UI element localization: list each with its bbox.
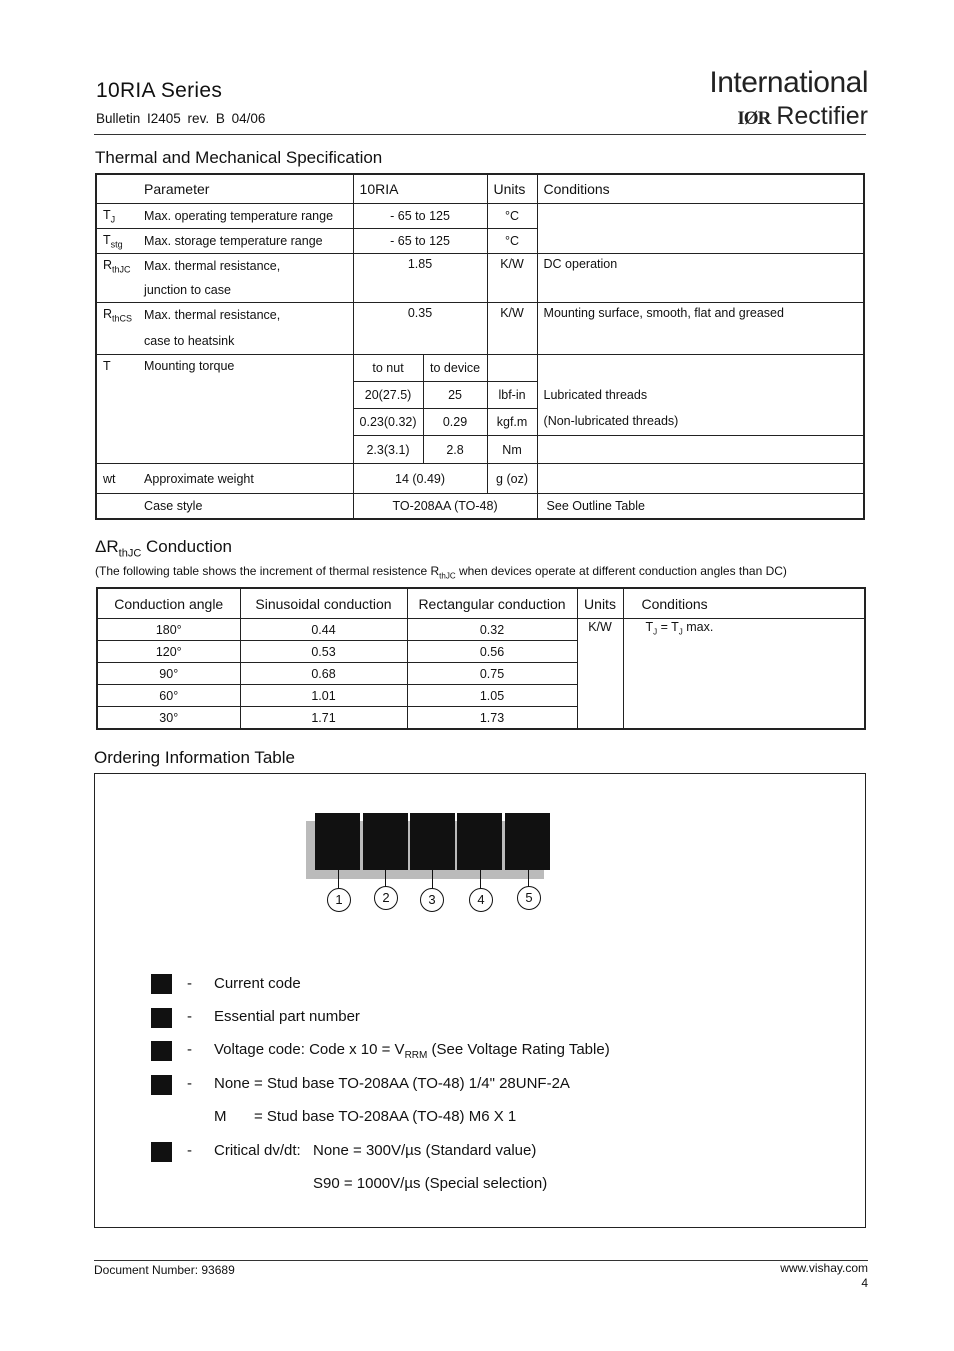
legend-voltage-code: Voltage code: Code x $10 = V_{RRM}$ (See Voltage Rating Table): [214, 1041, 610, 1061]
unit-weight: g (oz): [487, 464, 537, 494]
col-symbol: [96, 174, 138, 204]
sin-cell: 0.53: [240, 641, 407, 663]
table-row: [96, 254, 864, 279]
code-box-5: [505, 813, 550, 870]
conduction-table: [96, 587, 866, 730]
angle-cell: 30°: [97, 707, 240, 730]
website-link[interactable]: www.vishay.com: [780, 1261, 868, 1275]
cond-rthjc: DC operation: [537, 254, 864, 303]
torque-unit: kgf.m: [487, 409, 537, 436]
col-units: Units: [487, 174, 537, 204]
torque-dev: 25: [423, 382, 487, 409]
col-parameter: Parameter: [138, 174, 353, 204]
legend-current-code: Current code: [214, 975, 301, 992]
legend-marker-3: [151, 1041, 172, 1061]
table-header-row: [96, 174, 864, 204]
legend-dvdt-none: None = 300V/µs (Standard value): [313, 1142, 537, 1159]
callout-5: 5: [517, 886, 541, 910]
conduction-section-title: $\Delta R_{thJC}$ Conduction: [95, 537, 232, 560]
param-torque: Mounting torque: [138, 355, 353, 464]
param-weight: Approximate weight: [138, 464, 353, 494]
param-rthcs: Max. thermal resistance,: [138, 303, 353, 328]
symbol-rthjc: $R_{thJC}$: [96, 254, 138, 279]
code-box-1: [315, 813, 360, 870]
table-header-row: [97, 588, 865, 619]
col-conditions: Conditions: [537, 174, 864, 204]
ior-logo-mark: IØR: [737, 108, 771, 129]
code-box-2: [363, 813, 408, 870]
legend-dvdt-label: Critical dv/dt:: [214, 1142, 301, 1159]
angle-cell: 180°: [97, 619, 240, 641]
col-10ria: 10RIA: [353, 174, 487, 204]
col-conditions: Conditions: [623, 588, 865, 619]
leader-line-1: [338, 870, 339, 888]
col-angle: Conduction angle: [97, 588, 240, 619]
value-case: TO-208AA (TO-48): [353, 494, 537, 520]
ordering-section-title: Ordering Information Table: [94, 748, 295, 767]
torque-dev: 0.29: [423, 409, 487, 436]
leader-line-3: [432, 870, 433, 888]
sin-cell: 0.68: [240, 663, 407, 685]
cond-lubricated: Lubricated threads: [543, 388, 648, 402]
legend-stud-base-m-code: M: [214, 1108, 227, 1125]
torque-col-device: to device: [423, 355, 487, 382]
callout-4: 4: [469, 888, 493, 912]
symbol-tstg: $T_{stg}$: [96, 229, 138, 254]
series-title: 10RIA Series: [96, 79, 223, 102]
col-units: Units: [577, 588, 623, 619]
torque-nut: 20(27.5): [353, 382, 423, 409]
logo-international: International: [709, 66, 868, 99]
legend-stud-base-m: = Stud base TO-208AA (TO-48) M6 X 1: [254, 1108, 517, 1125]
cond-case: See Outline Table: [537, 494, 864, 520]
symbol-rthcs: $R_{thCS}$: [96, 303, 138, 328]
thermal-spec-table: [95, 173, 865, 520]
rect-cell: 0.75: [407, 663, 577, 685]
callout-1: 1: [327, 888, 351, 912]
legend-marker-4: [151, 1075, 172, 1095]
angle-cell: 90°: [97, 663, 240, 685]
header-rule: [94, 134, 866, 135]
rect-cell: 0.32: [407, 619, 577, 641]
logo-rectifier: [737, 102, 868, 131]
table-row: [96, 303, 864, 328]
param-case: Case style: [138, 494, 353, 520]
document-number: Document Number: 93689: [94, 1263, 235, 1277]
cond-non-lubricated: (Non-lubricated threads): [543, 414, 679, 428]
value-rthjc: 1.85: [353, 254, 487, 303]
table-row: [96, 355, 864, 382]
value-weight: 14 (0.49): [353, 464, 487, 494]
conduction-note: (The following table shows the increment of thermal resistence $R_{thJC}$ when devices operate at different conduction angles than DC): [95, 564, 787, 581]
callout-2: 2: [374, 886, 398, 910]
cond-temp: [537, 204, 864, 254]
table-row: [97, 619, 865, 641]
legend-marker-1: [151, 974, 172, 994]
table-row: [96, 494, 864, 520]
unit-rthjc: K/W: [487, 254, 537, 303]
angle-cell: 60°: [97, 685, 240, 707]
footer-rule: [94, 1260, 868, 1261]
cond-rthcs: Mounting surface, smooth, flat and greased: [537, 303, 864, 355]
legend-stud-base-none: None = Stud base TO-208AA (TO-48) 1/4" 28UNF-2A: [214, 1075, 570, 1092]
cond-torque-nm: [537, 436, 864, 464]
leader-line-2: [385, 870, 386, 887]
conditions-cell: $T_J = T_J$ max.: [623, 619, 865, 730]
page-number: 4: [861, 1276, 868, 1290]
legend-dash: -: [187, 1041, 192, 1058]
legend-dash: -: [187, 1075, 192, 1092]
symbol-torque: T: [96, 355, 138, 464]
col-sinusoidal: Sinusoidal conduction: [240, 588, 407, 619]
legend-dash: -: [187, 1142, 192, 1159]
rect-cell: 1.05: [407, 685, 577, 707]
legend-dash: -: [187, 975, 192, 992]
symbol-tj: $T_J$: [96, 204, 138, 229]
angle-cell: 120°: [97, 641, 240, 663]
torque-nut: 2.3(3.1): [353, 436, 423, 464]
bulletin-line: Bulletin I2405 rev. B 04/06: [96, 111, 266, 126]
torque-unit: Nm: [487, 436, 537, 464]
param-rthcs-2: case to heatsink: [138, 327, 353, 355]
param-rthjc-2: junction to case: [138, 278, 353, 303]
leader-line-4: [480, 870, 481, 888]
sin-cell: 0.44: [240, 619, 407, 641]
thermal-section-title: Thermal and Mechanical Specification: [95, 148, 383, 167]
table-row: [96, 204, 864, 229]
param-rthjc: Max. thermal resistance,: [138, 254, 353, 279]
unit-tstg: °C: [487, 229, 537, 254]
rect-cell: 1.73: [407, 707, 577, 730]
legend-dvdt-s90: S90 = 1000V/µs (Special selection): [313, 1175, 548, 1192]
footer-right: [780, 1261, 868, 1291]
col-rectangular: Rectangular conduction: [407, 588, 577, 619]
leader-line-5: [528, 870, 529, 887]
torque-nut: 0.23(0.32): [353, 409, 423, 436]
units-cell: K/W: [577, 619, 623, 730]
code-box-4: [457, 813, 502, 870]
torque-unit: lbf-in: [487, 382, 537, 409]
cond-torque: [537, 355, 864, 436]
code-box-3: [410, 813, 455, 870]
legend-marker-2: [151, 1008, 172, 1028]
legend-marker-5: [151, 1142, 172, 1162]
rect-cell: 0.56: [407, 641, 577, 663]
logo-rectifier-text: Rectifier: [776, 102, 868, 130]
callout-3: 3: [420, 888, 444, 912]
torque-dev: 2.8: [423, 436, 487, 464]
sin-cell: 1.71: [240, 707, 407, 730]
torque-col-nut: to nut: [353, 355, 423, 382]
value-rthcs: 0.35: [353, 303, 487, 355]
table-row: [96, 464, 864, 494]
legend-dash: -: [187, 1008, 192, 1025]
param-tstg: Max. storage temperature range: [138, 229, 353, 254]
legend-part-number: Essential part number: [214, 1008, 360, 1025]
value-tj: - 65 to 125: [353, 204, 487, 229]
unit-rthcs: K/W: [487, 303, 537, 355]
sin-cell: 1.01: [240, 685, 407, 707]
unit-tj: °C: [487, 204, 537, 229]
param-tj: Max. operating temperature range: [138, 204, 353, 229]
symbol-wt: wt: [96, 464, 138, 494]
value-tstg: - 65 to 125: [353, 229, 487, 254]
